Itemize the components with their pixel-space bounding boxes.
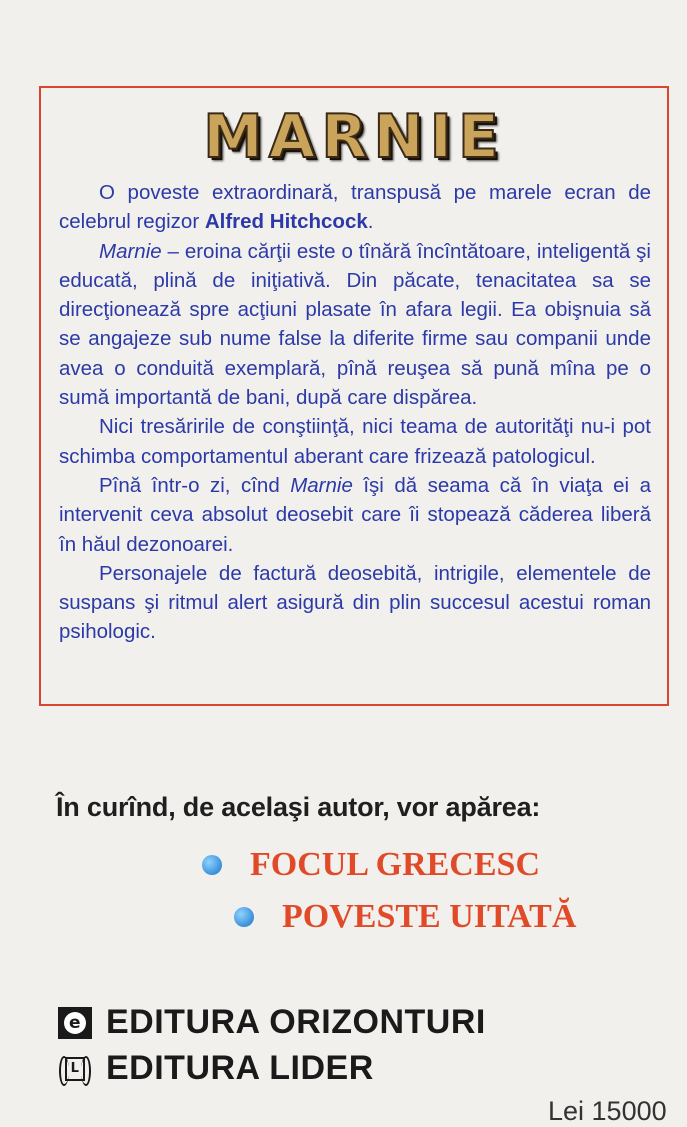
blurb-frame bbox=[39, 86, 669, 706]
upcoming-book: FOCUL GRECESC bbox=[202, 846, 540, 884]
bullet-dot-icon bbox=[202, 855, 222, 875]
blurb-text bbox=[59, 178, 651, 647]
upcoming-book: POVESTE UITATĂ bbox=[234, 898, 576, 936]
orizonturi-logo-icon: e bbox=[58, 1007, 92, 1039]
upcoming-heading: În curînd, de acelaşi autor, vor apărea: bbox=[56, 792, 541, 822]
publisher-lider: L EDITURA LIDER bbox=[58, 1049, 374, 1088]
blurb-paragraph: Nici tresăririle de conştiinţă, nici teama de autorităţi nu-i pot schimba comportamentul aberant care frizează patologicul. bbox=[59, 415, 651, 468]
lider-logo-icon: L bbox=[58, 1052, 92, 1086]
blurb-paragraph: O poveste extraordinară, transpusă pe marele ecran de celebrul regizor Alfred Hitchcock. bbox=[59, 181, 651, 234]
director-name: Alfred Hitchcock bbox=[204, 210, 368, 234]
book-title: MARNIE bbox=[203, 102, 505, 172]
blurb-paragraph: Marnie – eroina cărţii este o tînără încîntătoare, inteligentă şi educată, plină de iniţiativă. Din păcate, tenacitatea sa se direcţionează spre acţiuni plasate în afara legii. Ea obişnuia să se angajeze sub nume false la diferite firme sau companii unde avea o conduită exemplară, pînă reuşea să pună mîna pe o sumă importantă de bani, după care dispărea. bbox=[59, 239, 651, 410]
publisher-orizonturi: e EDITURA ORIZONTURI bbox=[58, 1003, 486, 1042]
blurb-paragraph: Pînă într-o zi, cînd Marnie îşi dă seama că în viaţa ei a intervenit ceva absolut deosebit care îi stopează căderea liberă în hăul dezonoarei. bbox=[59, 473, 651, 556]
price-label: Lei 15000 bbox=[548, 1096, 667, 1126]
bullet-dot-icon bbox=[234, 907, 254, 927]
blurb-paragraph: Personajele de factură deosebită, intrigile, elementele de suspans şi ritmul alert asigură din plin succesul acestui roman psihologic. bbox=[59, 561, 651, 644]
